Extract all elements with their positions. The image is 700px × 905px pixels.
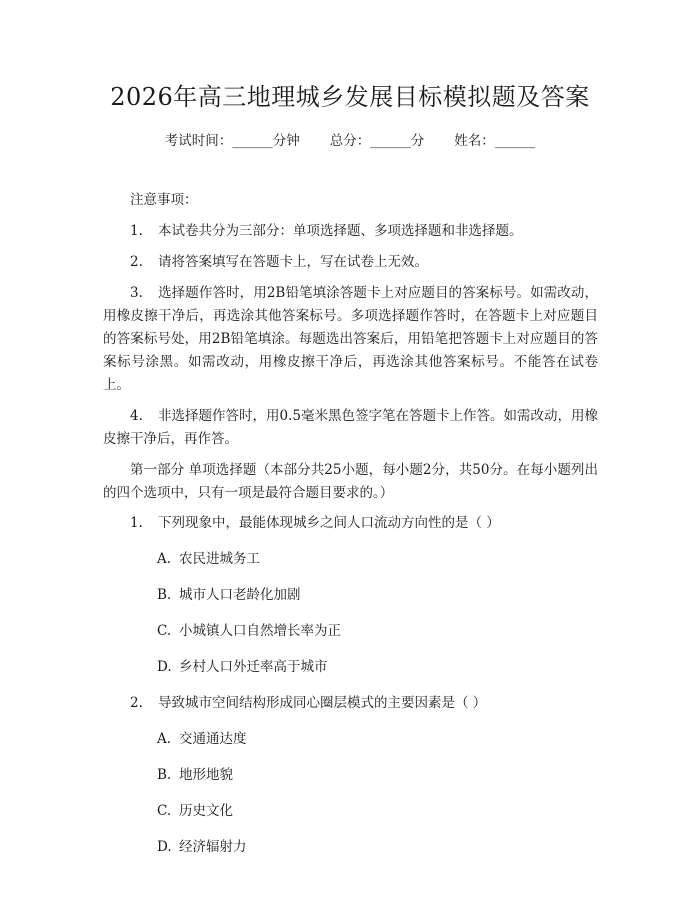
option-letter: C. <box>157 623 172 639</box>
question-stem <box>103 692 598 715</box>
option-text: 交通通达度 <box>179 731 247 747</box>
option-letter: A. <box>157 551 172 567</box>
notice-item <box>103 405 598 451</box>
notice-item-number: 3. <box>130 285 143 301</box>
option-letter: B. <box>157 587 172 603</box>
notice-item-text: 请将答案填写在答题卡上，写在试卷上无效。 <box>158 254 428 270</box>
option-text: 历史文化 <box>179 803 233 819</box>
question-number: 2. <box>130 695 143 711</box>
answer-option <box>157 584 598 607</box>
option-letter: B. <box>157 767 172 783</box>
question-stem <box>103 512 598 535</box>
option-letter: D. <box>157 659 172 675</box>
answer-option <box>157 728 598 751</box>
exam-body <box>103 189 598 872</box>
page-title: 2026年高三地理城乡发展目标模拟题及答案 <box>110 83 590 111</box>
question-number: 1. <box>130 515 143 531</box>
notice-item-number: 4. <box>130 408 143 424</box>
notice-item-number: 1. <box>130 223 143 239</box>
exam-meta-line <box>0 131 700 151</box>
option-letter: C. <box>157 803 172 819</box>
option-text: 地形地貌 <box>179 767 233 783</box>
answer-option <box>157 656 598 679</box>
notice-item-text: 本试卷共分为三部分：单项选择题、多项选择题和非选择题。 <box>158 223 523 239</box>
section-intro: 第一部分 单项选择题（本部分共25小题，每小题2分，共50分。在每小题列出的四个选项中，只有一项是最符合题目要求的。） <box>103 462 598 501</box>
answer-option <box>157 764 598 787</box>
answer-option <box>157 620 598 643</box>
notice-item-number: 2. <box>130 254 143 270</box>
notice-item <box>103 282 598 397</box>
question-text: 下列现象中，最能体现城乡之间人口流动方向性的是（ ） <box>158 515 500 531</box>
time-blank: ______ <box>232 133 273 149</box>
question-text: 导致城市空间结构形成同心圈层模式的主要因素是（ ） <box>158 695 487 711</box>
notice-item <box>103 220 598 243</box>
score-unit: 分 <box>410 133 425 149</box>
time-label: 考试时间： <box>164 133 233 149</box>
notice-heading: 注意事项： <box>130 192 198 208</box>
answer-option <box>157 548 598 571</box>
option-letter: A. <box>157 731 172 747</box>
option-text: 小城镇人口自然增长率为正 <box>179 623 341 639</box>
notice-item-text: 非选择题作答时，用0.5毫米黑色签字笔在答题卡上作答。如需改动，用橡皮擦干净后，再作答。 <box>103 408 598 447</box>
score-blank: ______ <box>370 133 411 149</box>
option-text: 城市人口老龄化加剧 <box>179 587 301 603</box>
time-unit: 分钟 <box>272 133 300 149</box>
answer-option <box>157 800 598 823</box>
name-label: 姓名： <box>454 133 495 149</box>
option-text: 农民进城务工 <box>179 551 260 567</box>
name-blank: ______ <box>494 133 536 149</box>
option-text: 乡村人口外迁率高于城市 <box>179 659 328 675</box>
option-text: 经济辐射力 <box>179 839 247 855</box>
notice-item-text: 选择题作答时，用2B铅笔填涂答题卡上对应题目的答案标号。如需改动，用橡皮擦干净后，再选涂其他答案标号。多项选择题作答时，在答题卡上对应题目的答案标号处，用2B铅笔填涂。每题选出答案后，用铅笔把答题卡上对应题目的答案标号涂黑。如需改动，用橡皮擦干净后，再选涂其他答案标号。不能答在试卷上。 <box>103 285 598 393</box>
score-label: 总分： <box>329 133 371 149</box>
option-letter: D. <box>157 839 172 855</box>
notice-item <box>103 251 598 274</box>
answer-option <box>157 836 598 859</box>
